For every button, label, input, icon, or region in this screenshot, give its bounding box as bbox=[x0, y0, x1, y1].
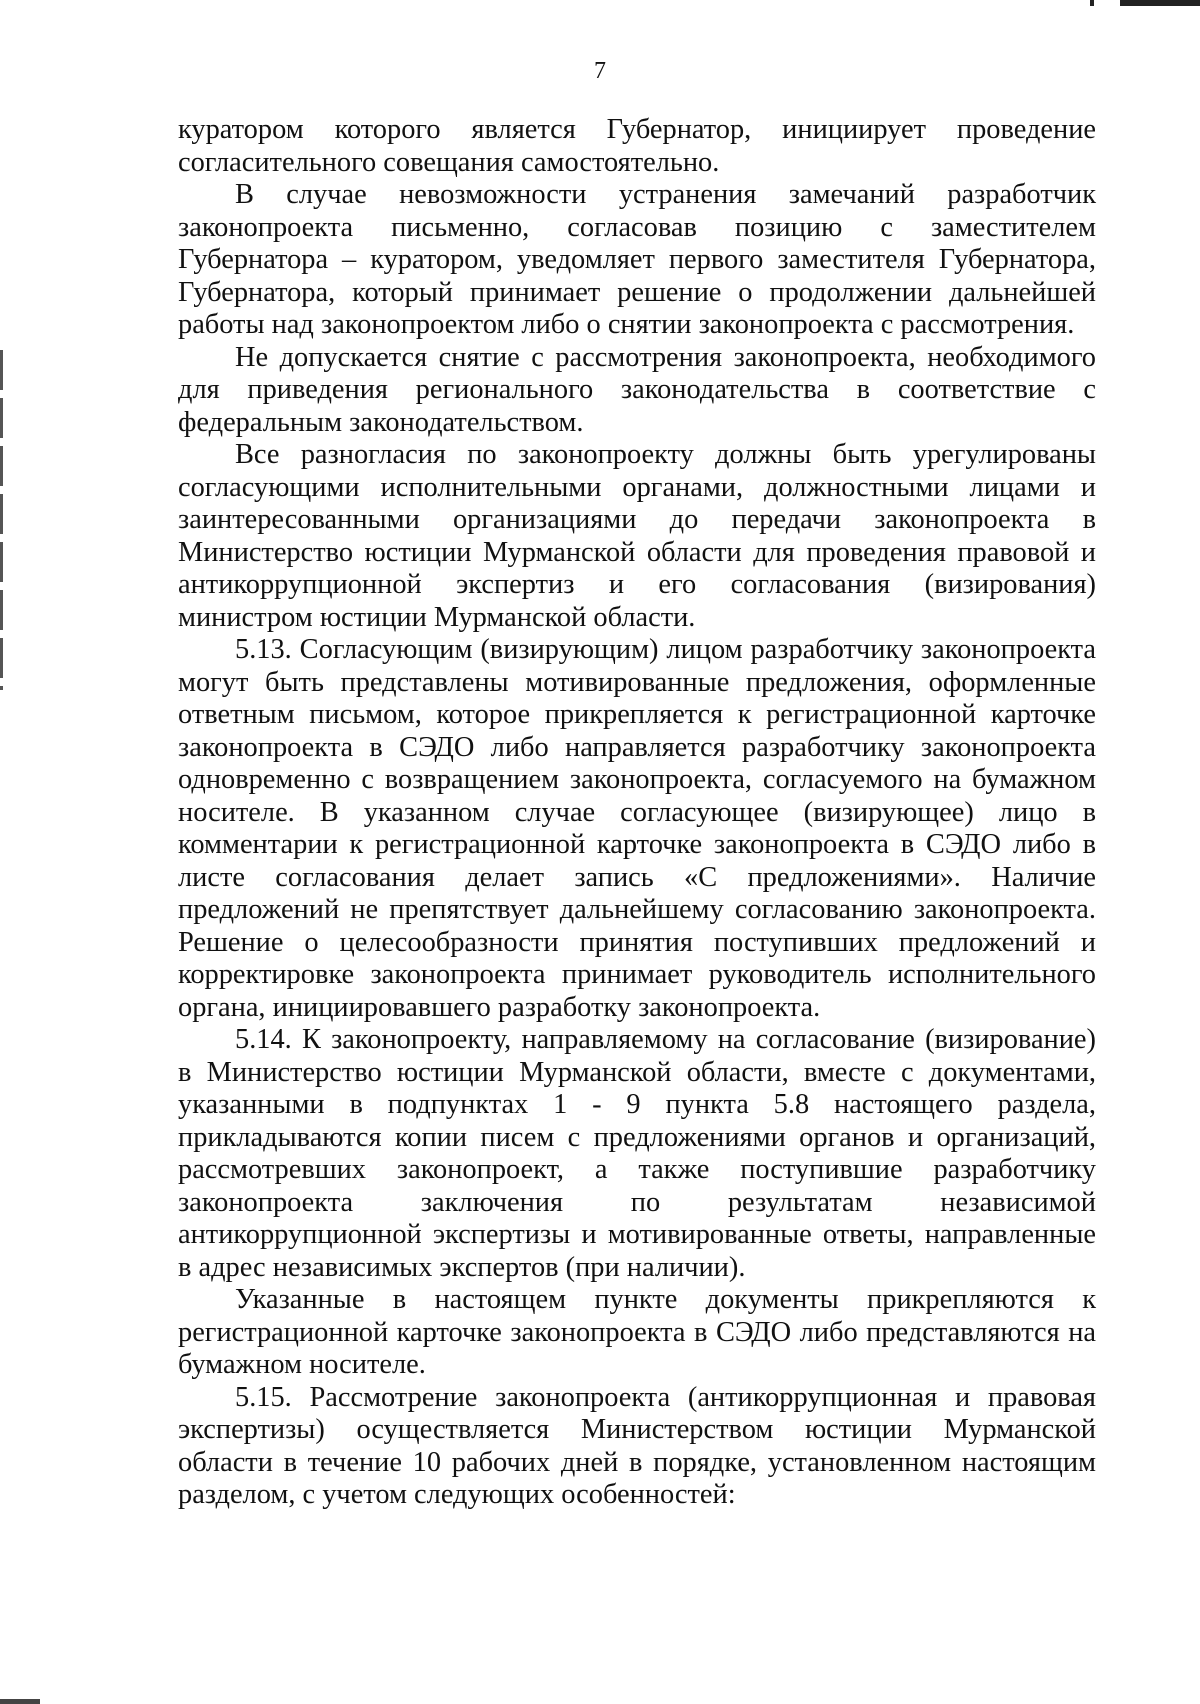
paragraph-5-14: 5.14. К законопроекту, направляемому на согласование (визирование) в Министерство юстиции Мурманской области, вместе с документами, указанными в подпунктах 1 - 9 пункта 5.8 настоящего раздела, прикладываются копии писем с предложениями органов и организаций, рассмотревших законопроект, а также поступившие разработчику законопроекта заключения по результатам независимой антикоррупционной экспертизы и мотивированные ответы, направленные в адрес независимых экспертов (при наличии). bbox=[178, 1024, 1096, 1283]
scan-edge-mark-bottom bbox=[0, 1699, 40, 1704]
document-body bbox=[178, 114, 1096, 1512]
paragraph: Указанные в настоящем пункте документы прикрепляются к регистрационной карточке законопроекта в СЭДО либо представляются на бумажном носителе. bbox=[178, 1284, 1096, 1380]
paragraph-5-13: 5.13. Согласующим (визирующим) лицом разработчику законопроекта могут быть представлены мотивированные предложения, оформленные ответным письмом, которое прикрепляется к регистрационной карточке законопроекта в СЭДО либо направляется разработчику законопроекта одновременно с возвращением законопроекта, согласуемого на бумажном носителе. В указанном случае согласующее (визирующее) лицо в комментарии к регистрационной карточке законопроекта в СЭДО либо в листе согласования делает запись «С предложениями». Наличие предложений не препятствует дальнейшему согласованию законопроекта. Решение о целесообразности принятия поступивших предложений и корректировке законопроекта принимает руководитель исполнительного органа, инициировавшего разработку законопроекта. bbox=[178, 634, 1096, 1023]
paragraph: Все разногласия по законопроекту должны быть урегулированы согласующими исполнительными органами, должностными лицами и заинтересованными организациями до передачи законопроекта в Министерство юстиции Мурманской области для проведения правовой и антикоррупционной экспертиз и его согласования (визирования) министром юстиции Мурманской области. bbox=[178, 439, 1096, 633]
paragraph-5-15: 5.15. Рассмотрение законопроекта (антикоррупционная и правовая экспертизы) осуществляется Министерством юстиции Мурманской области в течение 10 рабочих дней в порядке, установленном настоящим разделом, с учетом следующих особенностей: bbox=[178, 1381, 1096, 1510]
paragraph-continuation: куратором которого является Губернатор, инициирует проведение согласительного совещания самостоятельно. bbox=[178, 114, 1096, 178]
paragraph: В случае невозможности устранения замечаний разработчик законопроекта письменно, согласовав позицию с заместителем Губернатора – куратором, уведомляет первого заместителя Губернатора, Губернатора, который принимает решение о продолжении дальнейшей работы над законопроектом либо о снятии законопроекта с рассмотрения. bbox=[178, 179, 1096, 340]
paragraph: Не допускается снятие с рассмотрения законопроекта, необходимого для приведения регионального законодательства в соответствие с федеральным законодательством. bbox=[178, 341, 1096, 438]
page-number: 7 bbox=[594, 58, 606, 84]
scan-edge-mark-top bbox=[1060, 0, 1200, 6]
scan-edge-mark-left bbox=[0, 350, 3, 690]
